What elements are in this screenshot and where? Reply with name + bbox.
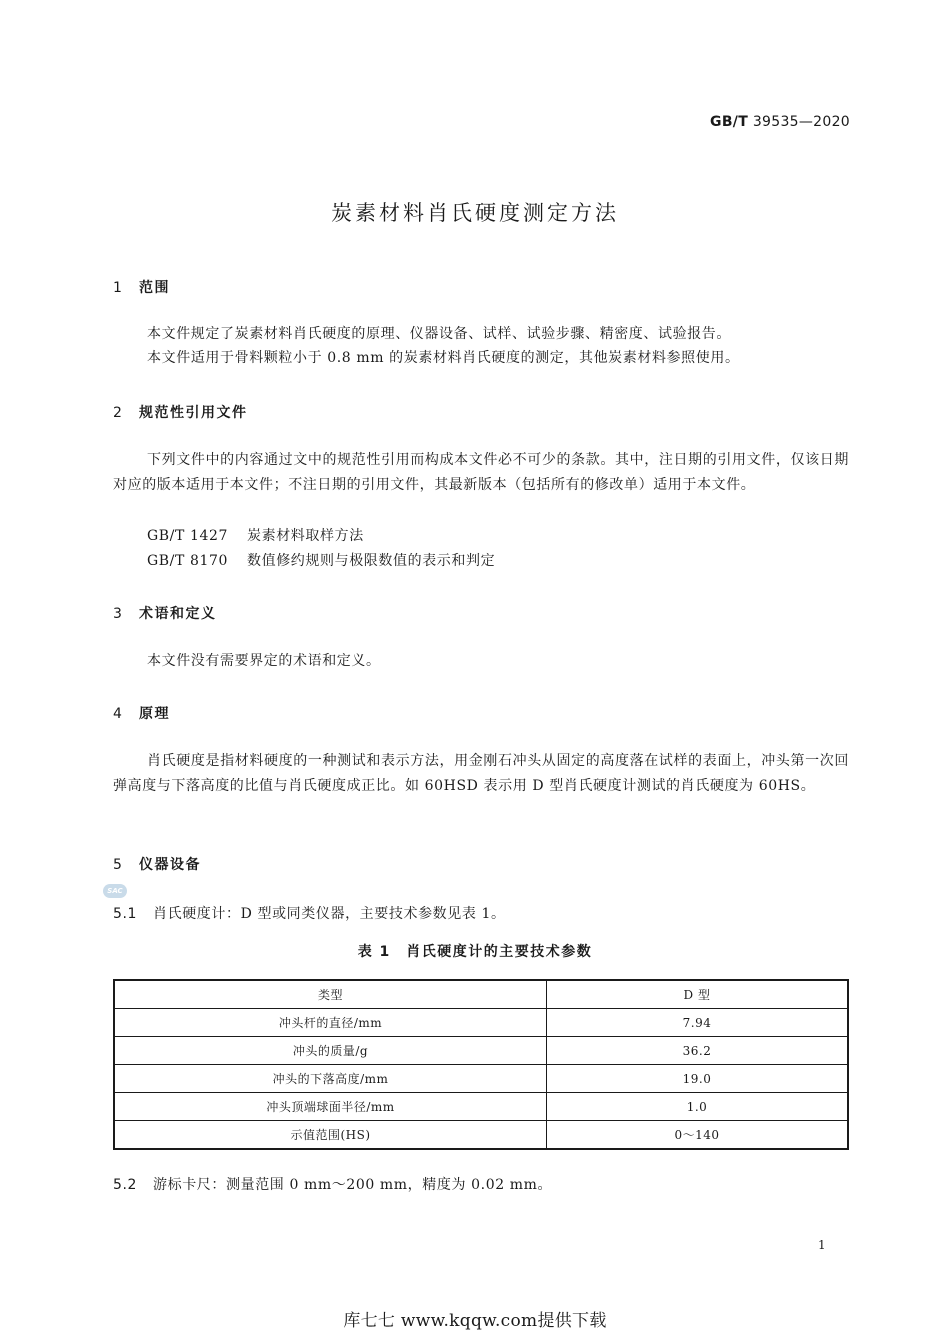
reference-code: GB/T 1427	[147, 528, 229, 544]
standard-number	[710, 114, 850, 130]
clause-number: 5.1	[113, 906, 138, 922]
scope-paragraph-1: 本文件规定了炭素材料肖氏硬度的原理、仪器设备、试样、试验步骤、精密度、试验报告。	[147, 326, 731, 342]
table-caption: 表 1 肖氏硬度计的主要技术参数	[357, 944, 593, 960]
reference-item	[147, 525, 364, 545]
section-3-heading	[113, 603, 217, 623]
scope-paragraph-2: 本文件适用于骨料颗粒小于 0.8 mm 的炭素材料肖氏硬度的测定，其他炭素材料参照使用。	[147, 350, 740, 366]
section-4-heading	[113, 703, 170, 723]
section-title: 范围	[139, 280, 170, 296]
download-footer: 库七七 www.kqqw.com提供下载	[343, 1311, 607, 1331]
section-number: 3	[113, 606, 122, 622]
table-header-row	[114, 980, 848, 1009]
sac-logo-watermark: SAC	[103, 884, 127, 898]
clause-5-2	[113, 1174, 552, 1194]
section-title: 术语和定义	[139, 606, 217, 622]
reference-code: GB/T 8170	[147, 553, 229, 569]
clause-5-1	[113, 903, 506, 923]
section-1-heading	[113, 277, 170, 297]
parameter-value: 1.0	[547, 1093, 849, 1121]
section-title: 仪器设备	[139, 857, 201, 873]
parameter-name: 冲头顶端球面半径/mm	[114, 1093, 547, 1121]
reference-title: 数值修约规则与极限数值的表示和判定	[247, 553, 496, 569]
section-5-heading	[113, 854, 201, 874]
terms-paragraph: 本文件没有需要界定的术语和定义。	[147, 653, 381, 669]
standard-prefix: GB/T	[710, 114, 749, 130]
standard-code: 39535—2020	[752, 114, 850, 130]
section-number: 4	[113, 706, 122, 722]
clause-text: 游标卡尺：测量范围 0 mm～200 mm，精度为 0.02 mm。	[153, 1177, 553, 1193]
section-number: 5	[113, 857, 122, 873]
hardness-tester-parameters-table	[113, 979, 849, 1150]
parameter-value: 19.0	[547, 1065, 849, 1093]
principle-paragraph: 肖氏硬度是指材料硬度的一种测试和表示方法，用金刚石冲头从固定的高度落在试样的表面上，冲头第一次回弹高度与下落高度的比值与肖氏硬度成正比。如 60HSD 表示用 D 型肖氏硬度计测试的肖氏硬度为 60HS。	[113, 753, 849, 794]
section-number: 1	[113, 280, 122, 296]
parameter-value: 36.2	[547, 1037, 849, 1065]
reference-item	[147, 550, 495, 570]
reference-title: 炭素材料取样方法	[247, 528, 364, 544]
table-row	[114, 1009, 848, 1037]
section-title: 原理	[139, 706, 170, 722]
section-number: 2	[113, 405, 122, 421]
parameter-name: 冲头的下落高度/mm	[114, 1065, 547, 1093]
parameter-name: 冲头杆的直径/mm	[114, 1009, 547, 1037]
section-2-heading	[113, 402, 248, 422]
parameter-name: 冲头的质量/g	[114, 1037, 547, 1065]
document-title: 炭素材料肖氏硬度测定方法	[331, 201, 619, 225]
clause-number: 5.2	[113, 1177, 138, 1193]
normative-references-paragraph: 下列文件中的内容通过文中的规范性引用而构成本文件必不可少的条款。其中，注日期的引用文件，仅该日期对应的版本适用于本文件；不注日期的引用文件，其最新版本（包括所有的修改单）适用于本文件。	[113, 452, 849, 493]
parameter-value: 7.94	[547, 1009, 849, 1037]
parameter-name: 示值范围(HS)	[114, 1121, 547, 1150]
section-title: 规范性引用文件	[139, 405, 248, 421]
header-cell-type: 类型	[114, 980, 547, 1009]
table-row	[114, 1065, 848, 1093]
clause-text: 肖氏硬度计：D 型或同类仪器，主要技术参数见表 1。	[153, 906, 506, 922]
table-row	[114, 1037, 848, 1065]
table-row	[114, 1093, 848, 1121]
page-number: 1	[818, 1238, 826, 1252]
table-row	[114, 1121, 848, 1150]
parameter-value: 0～140	[547, 1121, 849, 1150]
header-cell-d-type: D 型	[547, 980, 849, 1009]
